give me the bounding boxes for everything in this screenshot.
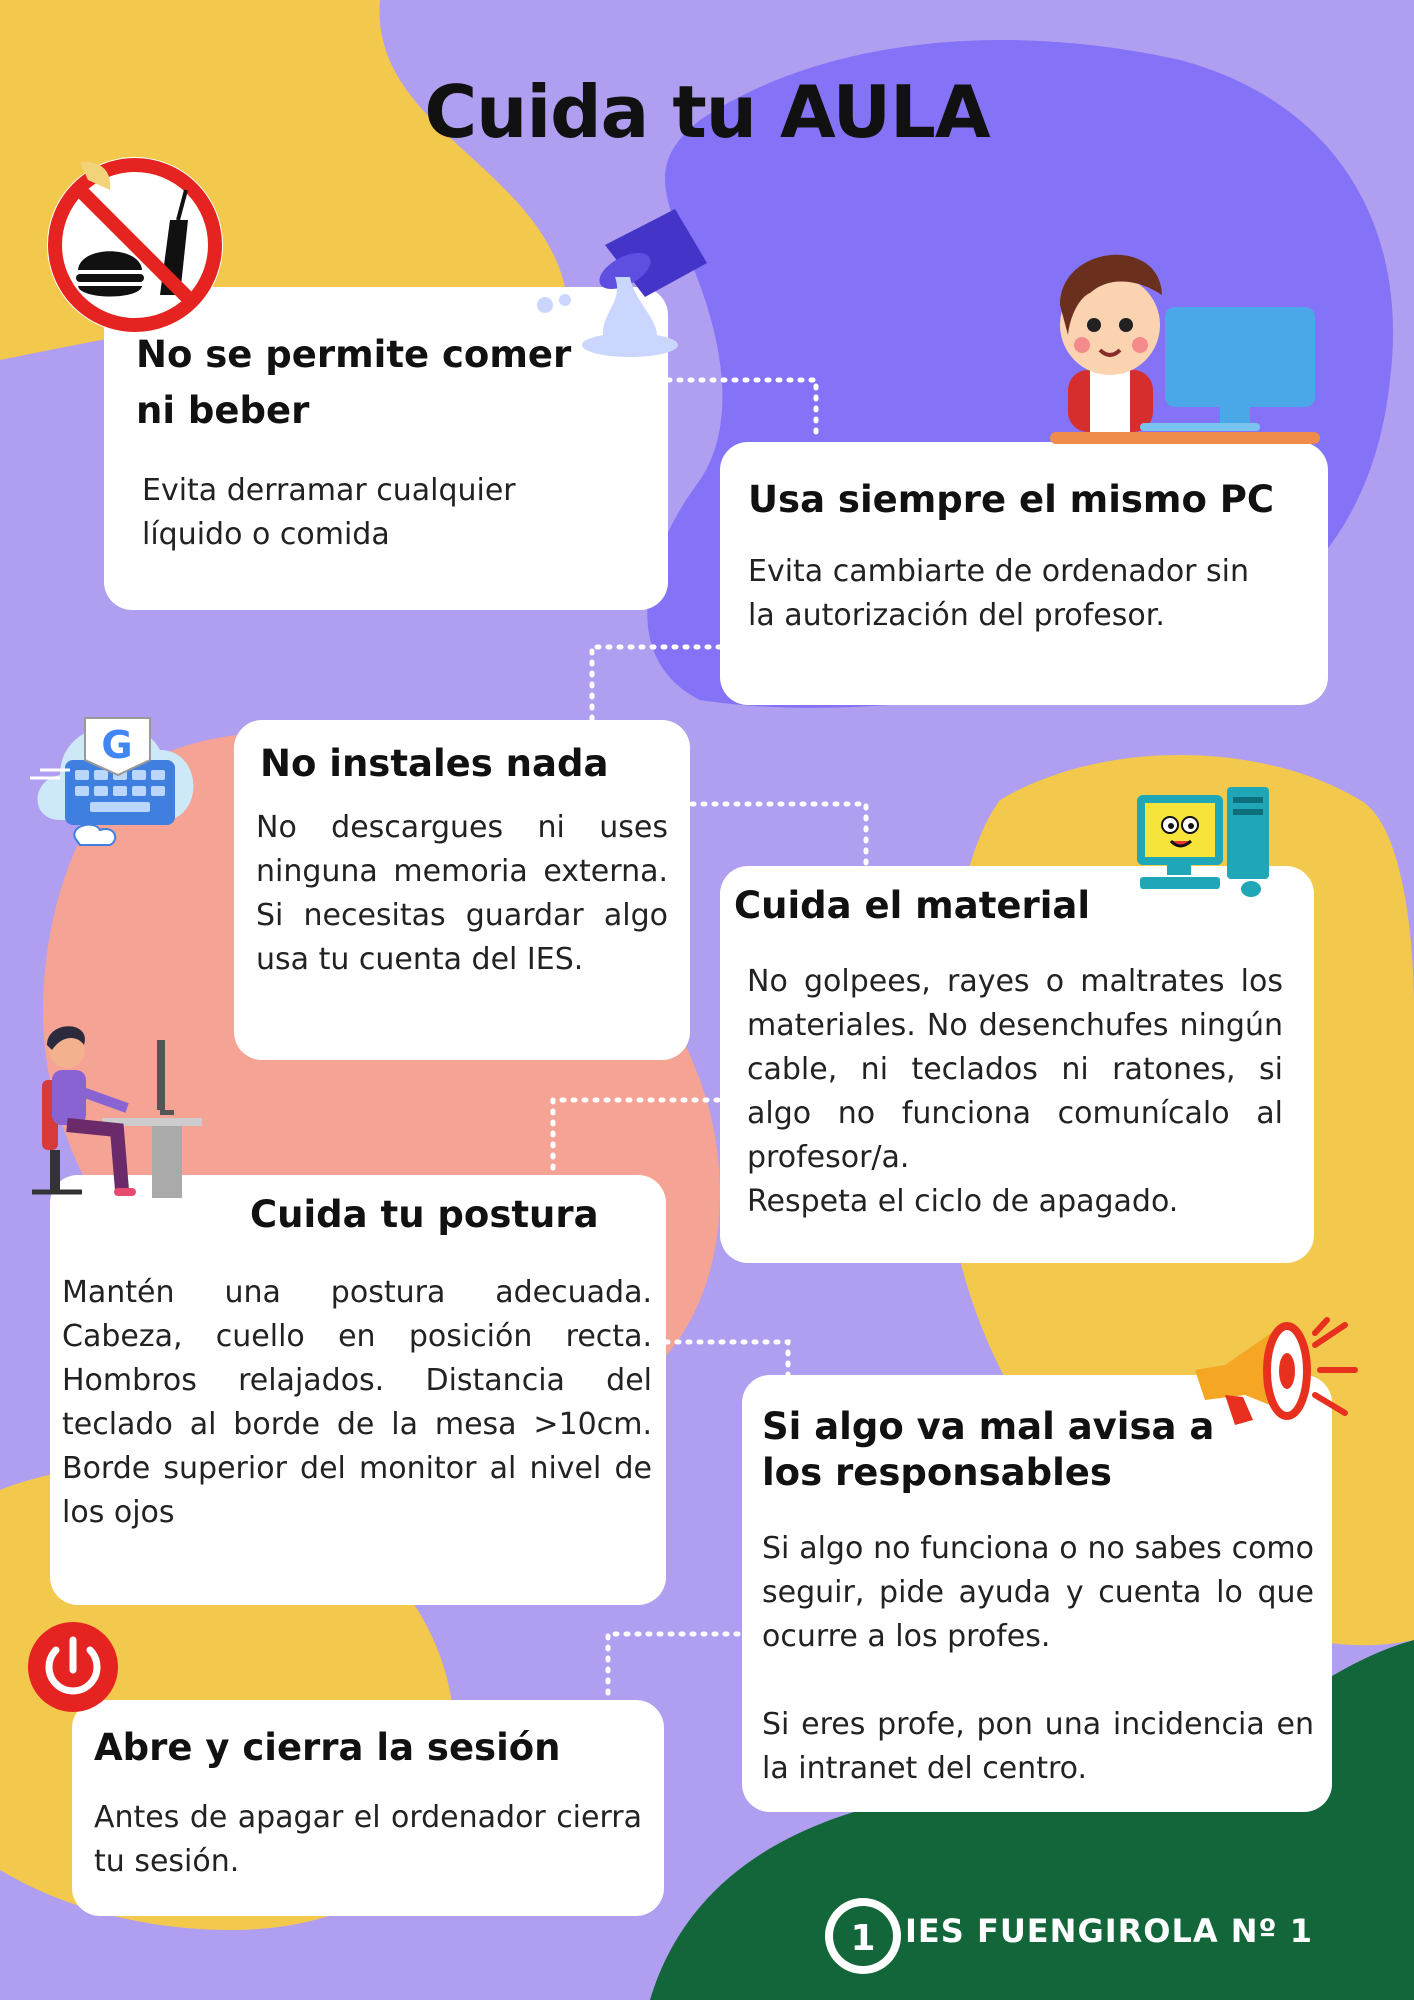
page-title: Cuida tu AULA [424, 70, 990, 154]
google-keyboard-icon [20, 690, 210, 850]
card-help-heading-2: los responsables [762, 1451, 1112, 1494]
card-material-heading: Cuida el material [734, 884, 1091, 927]
card-material-text-last: Respeta el ciclo de apagado. [747, 1184, 1179, 1219]
card-no-food-text-2: líquido o comida [142, 517, 390, 552]
school-logo-icon [822, 1895, 904, 1977]
card-same-pc [720, 442, 1328, 705]
spilled-cup-icon [535, 205, 715, 360]
card-session-text: Antes de apagar el ordenador cierra tu sesión. [94, 1800, 642, 1879]
card-material [720, 866, 1314, 1263]
card-no-food-heading-2: ni beber [136, 389, 310, 432]
card-same-pc-heading: Usa siempre el mismo PC [748, 478, 1275, 521]
happy-computer-icon [1135, 785, 1275, 900]
card-session-heading: Abre y cierra la sesión [94, 1726, 561, 1769]
card-help-text-2: Si eres profe, pon una incidencia en la intranet del centro. [762, 1707, 1314, 1786]
card-no-install [234, 720, 690, 1060]
card-no-food-heading-1: No se permite comer [136, 333, 572, 376]
card-session [72, 1700, 664, 1916]
card-help-heading-1: Si algo va mal avisa a [762, 1405, 1215, 1448]
card-no-install-heading: No instales nada [260, 742, 609, 785]
card-same-pc-text-2: la autorización del profesor. [748, 598, 1165, 633]
card-no-food-text-1: Evita derramar cualquier [142, 473, 516, 508]
card-posture-text: Mantén una postura adecuada. Cabeza, cuello en posición recta. Hombros relajados. Distancia del teclado al borde de la mesa >10cm. Borde superior del monitor al nivel de los ojos [62, 1275, 652, 1530]
svg-text:1: 1 [850, 1918, 876, 1959]
person-desk-icon [22, 1020, 207, 1205]
card-same-pc-text-1: Evita cambiarte de ordenador sin [748, 554, 1250, 589]
school-name: IES FUENGIROLA Nº 1 [905, 1912, 1313, 1950]
card-posture-heading: Cuida tu postura [250, 1193, 599, 1236]
card-help [742, 1375, 1332, 1812]
card-material-text: No golpees, rayes o maltrates los materiales. No desenchufes ningún cable, ni teclados ni ratones, si algo no funciona comunícalo al profesor/a. [747, 964, 1283, 1175]
power-icon [26, 1620, 120, 1714]
megaphone-icon [1185, 1315, 1360, 1440]
card-no-install-text: No descargues ni uses ninguna memoria externa. Si necesitas guardar algo usa tu cuenta del IES. [256, 810, 668, 977]
card-posture [50, 1175, 666, 1605]
no-food-drink-icon [40, 150, 230, 340]
svg-text:G: G [101, 723, 133, 767]
card-help-text-1: Si algo no funciona o no sabes como seguir, pide ayuda y cuenta lo que ocurre a los profes. [762, 1531, 1314, 1654]
child-computer-icon [1030, 225, 1330, 450]
